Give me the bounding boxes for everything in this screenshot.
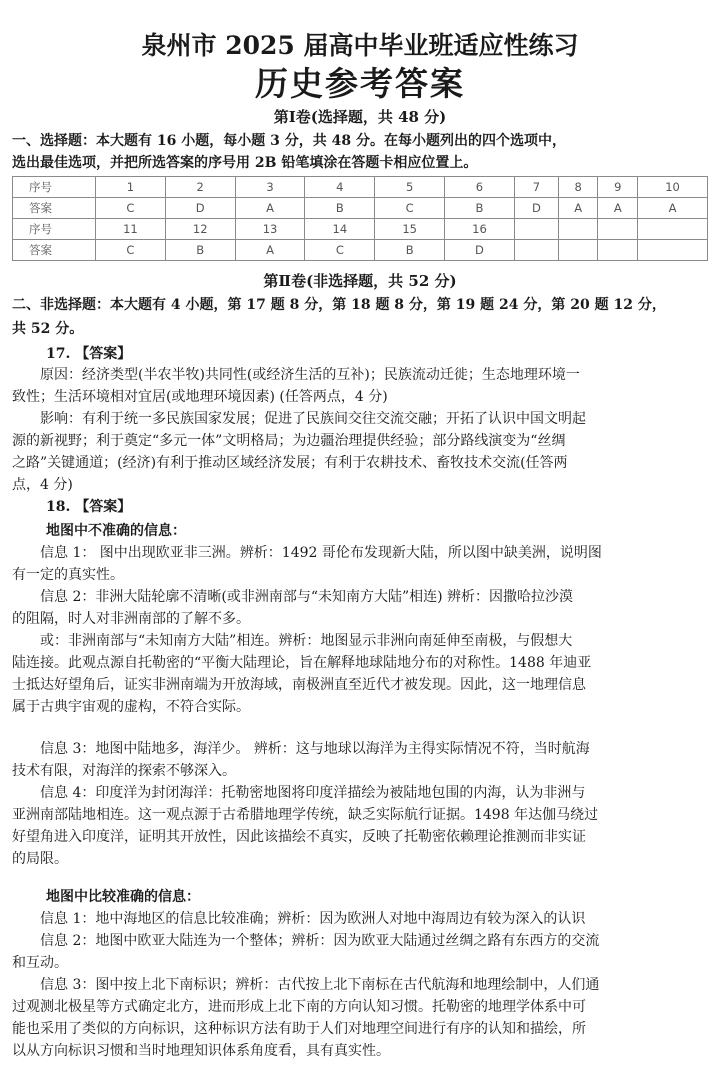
question-number-cell: 16	[445, 219, 515, 240]
answer-cell	[558, 240, 598, 261]
q17-impact-line1: 影响：有利于统一多民族国家发展；促进了民族间交往交流交融；开拓了认识中国文明起	[40, 411, 586, 427]
answer-cell: B	[445, 198, 515, 219]
q18-info2-alt-line2: 陆连接。此观点源自托勒密的“平衡大陆理论，旨在解释地球陆地分布的对称性。1488 年迪亚	[12, 655, 592, 671]
table-row	[13, 240, 708, 261]
answer-cell: C	[96, 240, 166, 261]
question-number-cell: 15	[375, 219, 445, 240]
part2-title: 第Ⅱ卷(非选择题，共 52 分)	[263, 272, 457, 290]
answer-cell: A	[598, 198, 638, 219]
answer-cell: D	[165, 198, 235, 219]
question-number-cell: 4	[305, 177, 375, 198]
row-label: 答案	[13, 240, 96, 261]
q18-info2-line1: 信息 2：非洲大陆轮廓不清晰(或非洲南部与“未知南方大陆”相连) 辨析：因撒哈拉沙漠	[40, 589, 574, 605]
q18-info2-alt-line3: 士抵达好望角后，证实非洲南端为开放海域，南极洲直至近代才被发现。因此，这一地理信息	[12, 677, 586, 693]
q18-info4-line4: 的局限。	[12, 851, 68, 867]
q18-info4-line3: 好望角进入印度洋，证明其开放性，因此该描绘不真实，反映了托勒密依赖理论推测而非实证	[12, 829, 586, 845]
part2-instruction-line1: 二、非选择题：本大题有 4 小题，第 17 题 8 分，第 18 题 8 分，第 19 题 24 分，第 20 题 12 分，	[12, 297, 666, 313]
q17-impact-line4: 点，4 分)	[12, 477, 73, 493]
question-number-cell: 7	[514, 177, 558, 198]
answer-cell: A	[638, 198, 708, 219]
question-number-cell: 12	[165, 219, 235, 240]
answer-table	[12, 176, 708, 261]
answer-cell	[598, 240, 638, 261]
q18-accurate-info2-line2: 和互动。	[12, 955, 68, 971]
answer-cell: B	[305, 198, 375, 219]
question-number-cell: 5	[375, 177, 445, 198]
q17-impact-line2: 源的新视野；利于奠定“多元一体”文明格局；为边疆治理提供经验；部分路线演变为“丝绸	[12, 433, 566, 449]
row-label: 序号	[13, 219, 96, 240]
table-row	[13, 177, 708, 198]
q18-info2-alt-line4: 属于古典宇宙观的虚构，不符合实际。	[12, 699, 250, 715]
question-number-cell	[598, 219, 638, 240]
q17-impact-line3: 之路”关键通道；(经济)有利于推动区域经济发展；有利于农耕技术、畜牧技术交流(任答两	[12, 455, 568, 471]
q18-accurate-info3-line2: 过观测北极星等方式确定北方，进而形成上北下南的方向认知习惯。托勒密的地理学体系中可	[12, 999, 586, 1015]
question-number-cell: 2	[165, 177, 235, 198]
part1-instruction-line2: 选出最佳选项，并把所选答案的序号用 2B 铅笔填涂在答题卡相应位置上。	[12, 155, 478, 171]
q18-accurate-info3-line4: 以从方向标识习惯和当时地理知识体系角度看，具有真实性。	[12, 1043, 390, 1059]
q18-accurate-info2-line1: 信息 2：地图中欧亚大陆连为一个整体；辨析：因为欧亚大陆通过丝绸之路有东西方的交流	[40, 933, 600, 949]
question-number-cell: 10	[638, 177, 708, 198]
answer-cell: A	[235, 198, 305, 219]
part1-instruction-line1: 一、选择题：本大题有 16 小题，每小题 3 分，共 48 分。在每小题列出的四个选项中，	[12, 133, 566, 149]
q18-info2-line2: 的阻隔，时人对非洲南部的了解不多。	[12, 611, 250, 627]
row-label: 答案	[13, 198, 96, 219]
answer-cell: B	[375, 240, 445, 261]
answer-cell: B	[165, 240, 235, 261]
answer-cell: D	[445, 240, 515, 261]
question-number-cell	[514, 219, 558, 240]
q18-accurate-heading: 地图中比较准确的信息：	[46, 889, 200, 905]
q18-accurate-info1-line1: 信息 1：地中海地区的信息比较准确；辨析：因为欧洲人对地中海周边有较为深入的认识	[40, 911, 586, 927]
question-number-cell: 14	[305, 219, 375, 240]
q18-accurate-info3-line1: 信息 3：图中按上北下南标识；辨析：古代按上北下南标在古代航海和地理绘制中，人们通	[40, 977, 600, 993]
question-number-cell: 6	[445, 177, 515, 198]
document-title: 历史参考答案	[255, 64, 465, 103]
answer-cell: A	[558, 198, 598, 219]
part2-instruction-line2: 共 52 分。	[12, 321, 84, 337]
q17-heading: 17. 【答案】	[46, 346, 132, 362]
part1-title: 第Ⅰ卷(选择题，共 48 分)	[273, 108, 447, 126]
q18-info3-line2: 技术有限，对海洋的探索不够深入。	[12, 763, 236, 779]
question-number-cell	[638, 219, 708, 240]
q17-reason-line2: 致性；生活环境相对宜居(或地理环境因素) (任答两点，4 分)	[12, 389, 388, 405]
table-row	[13, 198, 708, 219]
exam-title: 泉州市 2025 届高中毕业班适应性练习	[141, 31, 579, 60]
q18-info4-line2: 亚洲南部陆地相连。这一观点源于古希腊地理学传统，缺乏实际航行证据。1498 年达伽马绕过	[12, 807, 599, 823]
answer-cell	[514, 240, 558, 261]
row-label: 序号	[13, 177, 96, 198]
q18-accurate-info3-line3: 能也采用了类似的方向标识，这种标识方法有助于人们对地理空间进行有序的认知和描绘，所	[12, 1021, 586, 1037]
question-number-cell	[558, 219, 598, 240]
question-number-cell: 1	[96, 177, 166, 198]
question-number-cell: 13	[235, 219, 305, 240]
q18-info2-alt-line1: 或：非洲南部与“未知南方大陆”相连。辨析：地图显示非洲向南延伸至南极，与假想大	[40, 633, 573, 649]
q18-info4-line1: 信息 4：印度洋为封闭海洋：托勒密地图将印度洋描绘为被陆地包围的内海，认为非洲与	[40, 785, 586, 801]
q18-info3-line1: 信息 3：地图中陆地多，海洋少。 辨析：这与地球以海洋为主得实际情况不符，当时航海	[40, 741, 590, 757]
q18-inaccurate-heading: 地图中不准确的信息：	[46, 523, 186, 539]
answer-cell: C	[305, 240, 375, 261]
question-number-cell: 8	[558, 177, 598, 198]
answer-cell: A	[235, 240, 305, 261]
q18-heading: 18. 【答案】	[46, 499, 132, 515]
question-number-cell: 3	[235, 177, 305, 198]
table-row	[13, 219, 708, 240]
q17-reason-line1: 原因：经济类型(半农半牧)共同性(或经济生活的互补)；民族流动迁徙；生态地理环境一	[40, 367, 580, 383]
question-number-cell: 11	[96, 219, 166, 240]
q18-info1-line2: 有一定的真实性。	[12, 567, 124, 583]
q18-info1-line1: 信息 1： 图中出现欧亚非三洲。辨析：1492 哥伦布发现新大陆，所以图中缺美洲，说明图	[40, 545, 602, 561]
answer-cell: C	[375, 198, 445, 219]
answer-cell: C	[96, 198, 166, 219]
question-number-cell: 9	[598, 177, 638, 198]
answer-cell: D	[514, 198, 558, 219]
answer-cell	[638, 240, 708, 261]
